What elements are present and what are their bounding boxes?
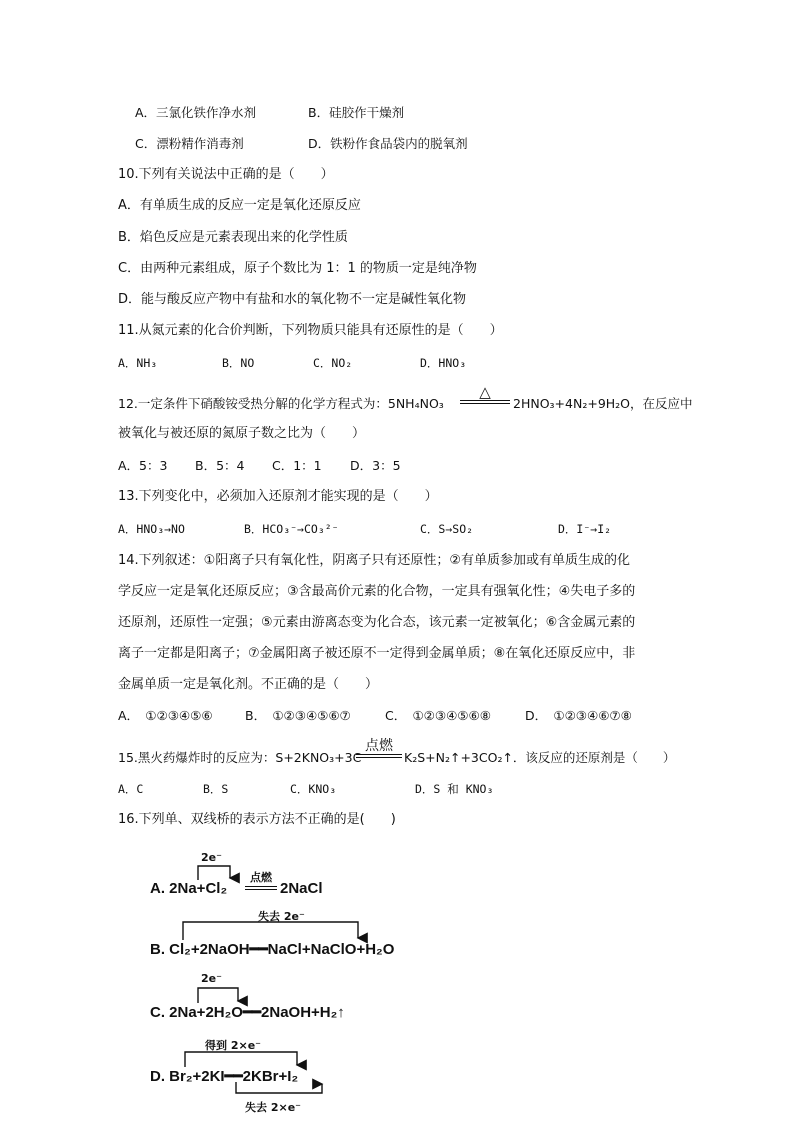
q16a-equation-product: 2NaCl — [280, 880, 323, 897]
q12-stem-line2: 被氧化与被还原的氮原子数之比为（ ） — [118, 426, 366, 441]
q16a-bridge-arrow — [198, 866, 230, 880]
q16-stem: 16.下列单、双线桥的表示方法不正确的是( ) — [118, 812, 396, 827]
q13-option-b: B．HCO₃⁻→CO₃²⁻ — [244, 522, 339, 536]
q11-option-c: C．NO₂ — [313, 356, 353, 370]
q15-stem-right: K₂S+N₂↑+3CO₂↑．该反应的还原剂是（ ） — [404, 750, 676, 765]
q10-option-d: D．能与酸反应产物中有盐和水的氧化物不一定是碱性氧化物 — [118, 292, 467, 307]
q16d-top-bridge-arrow — [185, 1052, 297, 1067]
q16d-bottom-label: 失去 2×e⁻ — [245, 1101, 301, 1114]
q14-line5: 金属单质一定是氧化剂。不正确的是（ ） — [118, 677, 379, 692]
q16b-label: 失去 2e⁻ — [258, 910, 305, 923]
q14-line3: 还原剂，还原性一定强；⑤元素由游离态变为化合态，该元素一定被氧化；⑥含金属元素的 — [118, 615, 636, 630]
q15-stem-left: 15.黑火药爆炸时的反应为：S+2KNO₃+3C — [118, 750, 362, 765]
q10-option-c: C．由两种元素组成，原子个数比为 1：1 的物质一定是纯净物 — [118, 261, 477, 276]
q11-option-a: A．NH₃ — [118, 356, 158, 370]
q14-line1: 14.下列叙述：①阳离子只有氧化性，阴离子只有还原性；②有单质参加或有单质生成的化 — [118, 553, 630, 568]
q14-line4: 离子一定都是阳离子；⑦金属阳离子被还原不一定得到金属单质；⑧在氧化还原反应中，非 — [118, 646, 636, 661]
q15-ignition-condition: 点燃 — [365, 738, 393, 754]
q16a-equation-left: A. 2Na+Cl₂ — [150, 880, 228, 897]
q12-option-d: D．3：5 — [350, 458, 401, 473]
q12-stem-right: 2HNO₃+4N₂+9H₂O，在反应中 — [513, 396, 693, 411]
q14-option-d: D． ①②③④⑥⑦⑧ — [525, 708, 632, 723]
q9-option-c: C．漂粉精作消毒剂 — [135, 136, 244, 151]
q13-stem: 13.下列变化中，必须加入还原剂才能实现的是（ ） — [118, 489, 438, 504]
q16c-bridge-arrow — [198, 988, 238, 1003]
q11-stem: 11.从氮元素的化合价判断，下列物质只能具有还原性的是（ ） — [118, 323, 503, 338]
q16c-equation: C. 2Na+2H₂O━━2NaOH+H₂↑ — [150, 1004, 345, 1021]
q13-option-a: A．HNO₃→NO — [118, 522, 185, 536]
q16d-equation: D. Br₂+2KI━━2KBr+I₂ — [150, 1068, 299, 1085]
q12-heat-condition: △ — [479, 383, 491, 401]
q10-stem: 10.下列有关说法中正确的是（ ） — [118, 167, 334, 182]
q10-option-a: A．有单质生成的反应一定是氧化还原反应 — [118, 198, 361, 213]
q9-option-d: D．铁粉作食品袋内的脱氧剂 — [308, 136, 468, 151]
q11-option-b: B．NO — [222, 356, 255, 370]
q16d-top-label: 得到 2×e⁻ — [205, 1039, 261, 1052]
q16b-bridge-arrow — [183, 922, 358, 940]
q13-option-d: D．I⁻→I₂ — [558, 522, 612, 536]
q14-line2: 学反应一定是氧化还原反应；③含最高价元素的化合物，一定具有强氧化性；④失电子多的 — [118, 584, 636, 599]
q15-option-b: B．S — [203, 782, 229, 796]
q16a-equals-sign — [245, 886, 277, 890]
q13-option-c: C．S→SO₂ — [420, 522, 474, 536]
q15-option-a: A．C — [118, 782, 144, 796]
q16a-ignition-condition: 点燃 — [250, 871, 272, 884]
q14-option-c: C． ①②③④⑤⑥⑧ — [385, 708, 491, 723]
q14-option-a: A． ①②③④⑤⑥ — [118, 708, 213, 723]
q16a-label: 2e⁻ — [201, 851, 222, 864]
q12-option-c: C．1：1 — [272, 458, 322, 473]
q10-option-b: B．焰色反应是元素表现出来的化学性质 — [118, 230, 348, 245]
q9-option-a: A．三氯化铁作净水剂 — [135, 105, 257, 120]
q16c-label: 2e⁻ — [201, 972, 222, 985]
q12-stem-left: 12.一定条件下硝酸铵受热分解的化学方程式为：5NH₄NO₃ — [118, 396, 444, 411]
q16b-equation: B. Cl₂+2NaOH━━NaCl+NaClO+H₂O — [150, 941, 395, 958]
q14-option-b: B． ①②③④⑤⑥⑦ — [245, 708, 351, 723]
q9-option-b: B．硅胶作干燥剂 — [308, 105, 405, 120]
q15-option-d: D．S 和 KNO₃ — [415, 782, 494, 796]
q15-option-c: C．KNO₃ — [290, 782, 337, 796]
q12-option-b: B．5：4 — [195, 458, 245, 473]
q12-option-a: A．5：3 — [118, 458, 168, 473]
q11-option-d: D．HNO₃ — [420, 356, 467, 370]
